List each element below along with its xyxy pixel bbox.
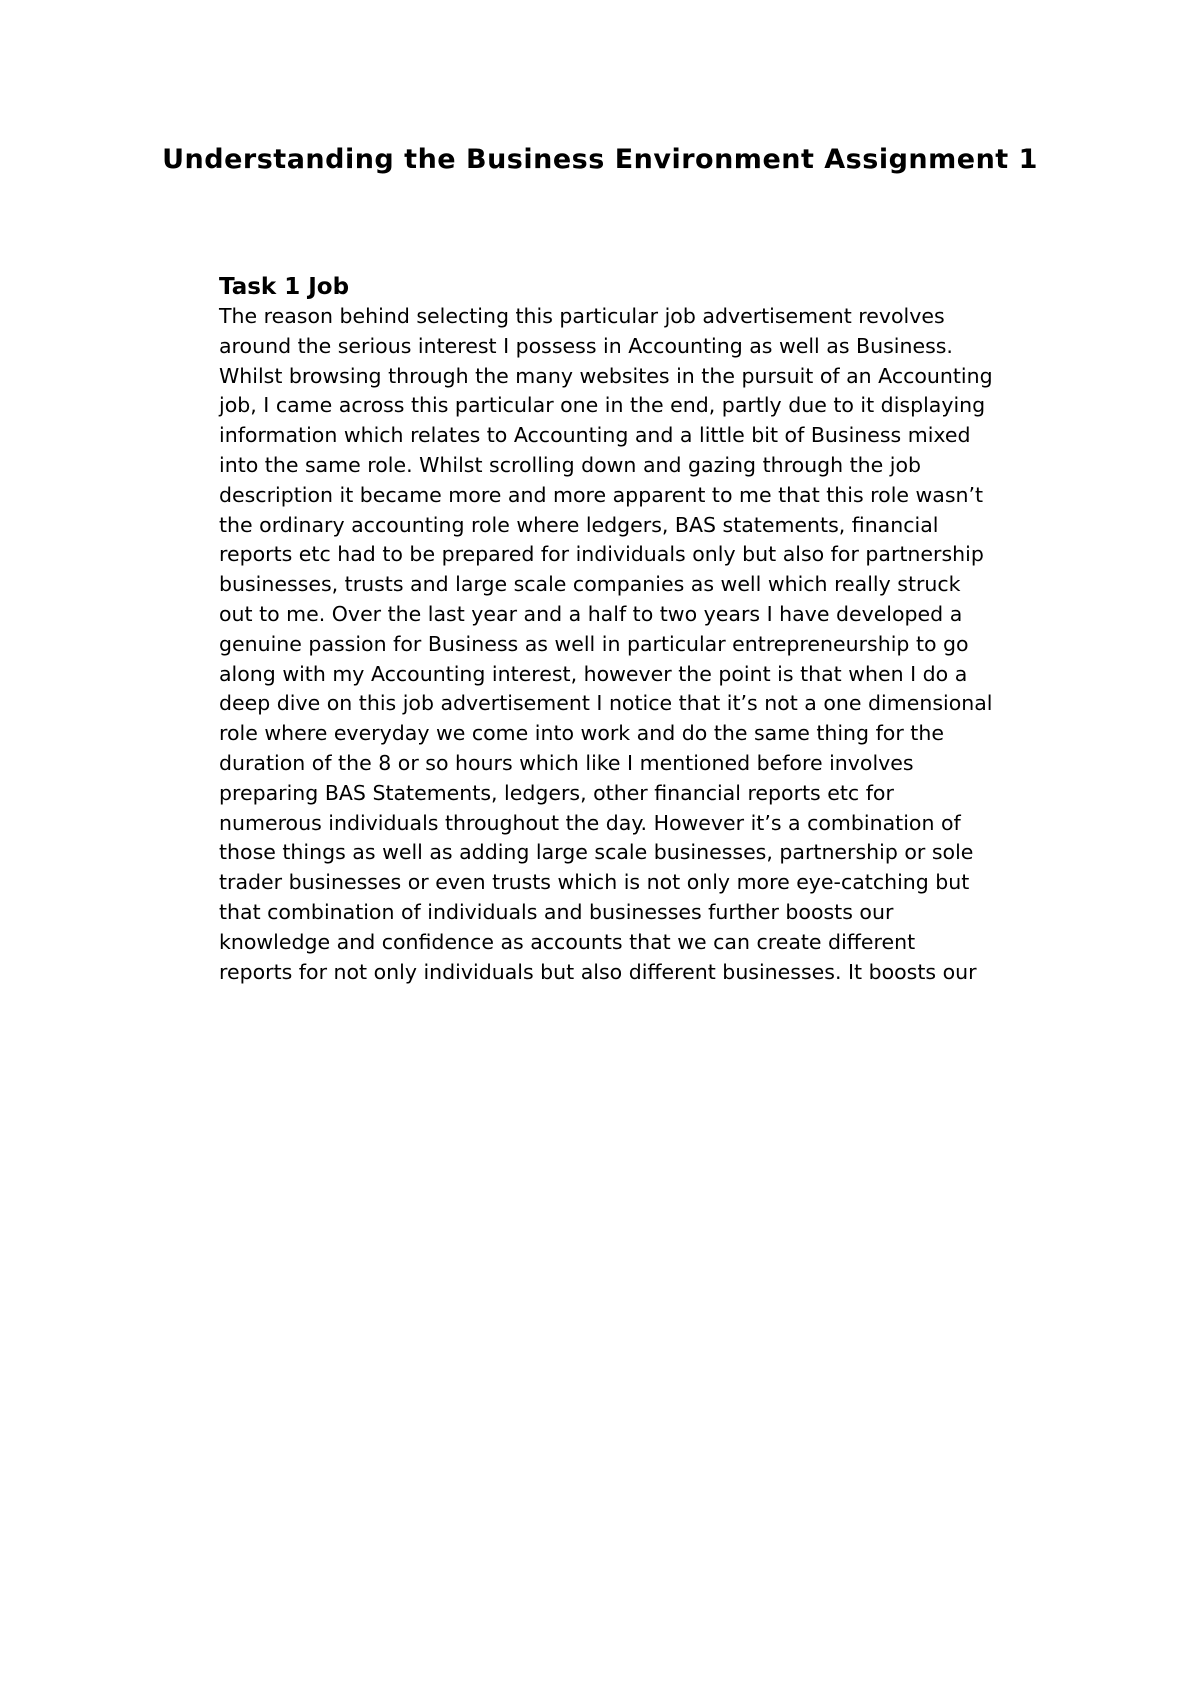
body-line: reports etc had to be prepared for individuals only but also for partnership <box>219 542 984 567</box>
body-line: duration of the 8 or so hours which like I mentioned before involves <box>219 750 914 775</box>
body-line: businesses, trusts and large scale companies as well which really struck <box>219 572 961 597</box>
body-paragraph <box>219 302 1079 987</box>
body-line: out to me. Over the last year and a half to two years I have developed a <box>219 601 963 626</box>
body-line: that combination of individuals and businesses further boosts our <box>219 899 894 924</box>
body-line: genuine passion for Business as well in particular entrepreneurship to go <box>219 631 969 656</box>
body-line: those things as well as adding large scale businesses, partnership or sole <box>219 840 974 865</box>
body-line: knowledge and confidence as accounts that we can create different <box>219 929 916 954</box>
body-line: numerous individuals throughout the day. However it’s a combination of <box>219 810 961 835</box>
body-line: Whilst browsing through the many websites in the pursuit of an Accounting <box>219 363 993 388</box>
body-line: reports for not only individuals but also different businesses. It boosts our <box>219 959 977 984</box>
body-line: along with my Accounting interest, however the point is that when I do a <box>219 661 968 686</box>
body-line: description it became more and more apparent to me that this role wasn’t <box>219 482 984 507</box>
body-line: the ordinary accounting role where ledgers, BAS statements, financial <box>219 512 939 537</box>
section-heading: Task 1 Job <box>219 274 350 300</box>
task-section <box>219 272 1079 987</box>
body-line: into the same role. Whilst scrolling down and gazing through the job <box>219 452 922 477</box>
body-line: trader businesses or even trusts which is not only more eye-catching but <box>219 870 970 895</box>
document-title: Understanding the Business Environment Assignment 1 <box>162 144 1038 175</box>
body-line: role where everyday we come into work and do the same thing for the <box>219 721 944 746</box>
body-line: preparing BAS Statements, ledgers, other financial reports etc for <box>219 780 894 805</box>
body-line: information which relates to Accounting and a little bit of Business mixed <box>219 423 971 448</box>
body-line: around the serious interest I possess in Accounting as well as Business. <box>219 333 953 358</box>
body-line: The reason behind selecting this particular job advertisement revolves <box>219 304 945 328</box>
body-line: deep dive on this job advertisement I notice that it’s not a one dimensional <box>219 691 993 716</box>
body-line: job, I came across this particular one in the end, partly due to it displaying <box>219 393 986 418</box>
